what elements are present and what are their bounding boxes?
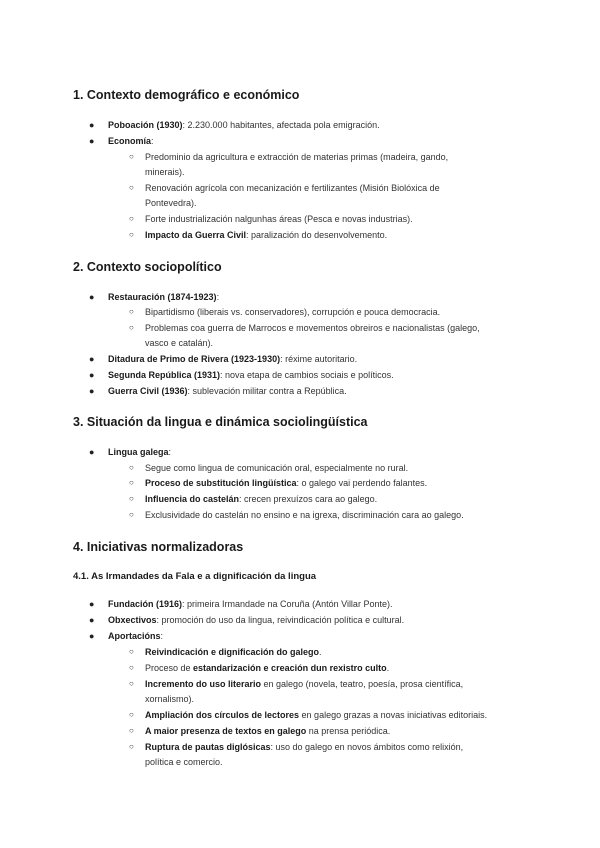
sub-item-diglosia	[145, 741, 463, 753]
bullet-dot: ●	[89, 292, 95, 302]
sub-item-industrializacion: Forte industrialización nalgunhas áreas (Pesca e novas industrias).	[145, 214, 413, 224]
bullet-circle: ○	[129, 510, 134, 519]
list-item-guerra-civil	[108, 385, 347, 397]
text-aportacions: :	[160, 631, 164, 641]
text-influencia: : crecen prexuízos cara ao galego.	[239, 494, 378, 504]
bullet-circle: ○	[129, 742, 134, 751]
list-item-poboacion	[108, 119, 380, 131]
list-item-obxectivos	[108, 614, 404, 626]
list-item-fundacion	[108, 598, 392, 610]
text-reivindicacion: .	[319, 647, 322, 657]
text-fundacion: : primeira Irmandade na Coruña (Antón Villar Ponte).	[182, 599, 393, 609]
list-item-aportacions	[108, 630, 163, 642]
bullet-circle: ○	[129, 183, 134, 192]
text-estandarizacion-pre: Proceso de	[145, 663, 194, 673]
label-poboacion: Poboación (1930)	[108, 120, 183, 130]
list-item-republica	[108, 369, 394, 381]
text-lingua-galega: :	[168, 447, 172, 457]
bullet-dot: ●	[89, 136, 95, 146]
sub-item-exclusividade: Exclusividade do castelán no ensino e na igrexa, discriminación cara ao galego.	[145, 510, 464, 520]
bullet-circle: ○	[129, 478, 134, 487]
text-obxectivos: : promoción do uso da lingua, reivindicación política e cultural.	[156, 615, 405, 625]
sub-item-marrocos-cont: vasco e catalán).	[145, 338, 214, 348]
sub-item-oral: Segue como lingua de comunicación oral, especialmente no rural.	[145, 463, 409, 473]
sub-item-prensa	[145, 725, 390, 737]
label-aportacions: Aportacións	[108, 631, 161, 641]
sub-item-uso-literario-cont: xornalismo).	[145, 694, 195, 704]
label-influencia: Influencia do castelán	[145, 494, 240, 504]
sub-item-agricultura-cont: minerais).	[145, 167, 185, 177]
bullet-circle: ○	[129, 214, 134, 223]
label-fundacion: Fundación (1916)	[108, 599, 183, 609]
bullet-dot: ●	[89, 386, 95, 396]
bullet-dot: ●	[89, 370, 95, 380]
bullet-circle: ○	[129, 323, 134, 332]
sub-item-substitucion	[145, 477, 427, 489]
bullet-circle: ○	[129, 679, 134, 688]
sub-item-marrocos: Problemas coa guerra de Marrocos e movementos obreiros e nacionalistas (galego,	[145, 323, 480, 333]
label-guerra-civil: Guerra Civil (1936)	[108, 386, 188, 396]
label-ditadura: Ditadura de Primo de Rivera (1923-1930)	[108, 354, 281, 364]
label-diglosia: Ruptura de pautas diglósicas	[145, 742, 271, 752]
bullet-circle: ○	[129, 230, 134, 239]
label-uso-literario: Incremento do uso literario	[145, 679, 262, 689]
text-lectores: en galego grazas a novas iniciativas editoriais.	[299, 710, 488, 720]
text-ditadura: : réxime autoritario.	[280, 354, 358, 364]
bullet-circle: ○	[129, 307, 134, 316]
text-impacto: : paralización do desenvolvemento.	[246, 230, 388, 240]
label-lingua-galega: Lingua galega	[108, 447, 169, 457]
bullet-circle: ○	[129, 710, 134, 719]
text-estandarizacion: .	[386, 663, 390, 673]
text-poboacion: : 2.230.000 habitantes, afectada pola emigración.	[182, 120, 380, 130]
bullet-circle: ○	[129, 152, 134, 161]
label-obxectivos: Obxectivos	[108, 615, 157, 625]
label-economia: Economía	[108, 136, 152, 146]
label-lectores: Ampliación dos círculos de lectores	[145, 710, 300, 720]
bullet-dot: ●	[89, 631, 95, 641]
sub-item-renovacion-cont: Pontevedra).	[145, 198, 197, 208]
bullet-circle: ○	[129, 663, 134, 672]
label-republica: Segunda República (1931)	[108, 370, 221, 380]
text-economia: :	[151, 136, 154, 146]
text-uso-literario: en galego (novela, teatro, poesía, prosa científica,	[261, 679, 464, 689]
sub-item-estandarizacion	[145, 662, 389, 674]
sub-item-reivindicacion	[145, 646, 322, 658]
text-prensa: na prensa periódica.	[306, 726, 391, 736]
sub-item-influencia	[145, 493, 377, 505]
list-item-restauracion	[108, 291, 219, 303]
bullet-circle: ○	[129, 647, 134, 656]
bullet-dot: ●	[89, 354, 95, 364]
bullet-circle: ○	[129, 726, 134, 735]
heading-contexto-sociopolitico: 2. Contexto sociopolítico	[73, 260, 222, 274]
sub-item-guerra-civil	[145, 229, 387, 241]
bullet-dot: ●	[89, 599, 95, 609]
bullet-circle: ○	[129, 463, 134, 472]
heading-situacion-lingua: 3. Situación da lingua e dinámica sociolingüística	[73, 415, 368, 429]
label-impacto: Impacto da Guerra Civil	[145, 230, 247, 240]
bullet-dot: ●	[89, 615, 95, 625]
text-restauracion: :	[216, 292, 220, 302]
text-substitucion: : o galego vai perdendo falantes.	[296, 478, 428, 488]
label-reivindicacion: Reivindicación e dignificación do galego	[145, 647, 320, 657]
heading-iniciativas: 4. Iniciativas normalizadoras	[73, 540, 244, 554]
sub-item-renovacion: Renovación agrícola con mecanización e fertilizantes (Misión Biolóxica de	[145, 183, 440, 193]
list-item-ditadura	[108, 353, 357, 365]
label-prensa: A maior presenza de textos en galego	[145, 726, 307, 736]
label-restauracion: Restauración (1874-1923)	[108, 292, 217, 302]
sub-item-bipartidismo: Bipartidismo (liberais vs. conservadores), corrupción e pouca democracia.	[145, 307, 441, 317]
text-guerra-civil: : sublevación militar contra a República.	[187, 386, 347, 396]
sub-item-diglosia-cont: política e comercio.	[145, 757, 223, 767]
subheading-irmandades: 4.1. As Irmandades da Fala e a dignificación da lingua	[73, 571, 317, 582]
text-diglosia: : uso do galego en novos ámbitos como relixión,	[270, 742, 464, 752]
bullet-dot: ●	[89, 120, 95, 130]
bullet-dot: ●	[89, 447, 95, 457]
label-estandarizacion: estandarización e creación dun rexistro culto	[193, 663, 387, 673]
list-item-economia	[108, 135, 154, 147]
label-substitucion: Proceso de substitución lingüística	[145, 478, 297, 488]
sub-item-agricultura: Predominio da agricultura e extracción de materias primas (madeira, gando,	[145, 152, 449, 162]
sub-item-uso-literario	[145, 678, 463, 690]
list-item-lingua-galega	[108, 446, 171, 458]
text-republica: : nova etapa de cambios sociais e políticos.	[220, 370, 394, 380]
sub-item-lectores	[145, 709, 487, 721]
heading-contexto-demografico: 1. Contexto demográfico e económico	[73, 88, 300, 102]
bullet-circle: ○	[129, 494, 134, 503]
